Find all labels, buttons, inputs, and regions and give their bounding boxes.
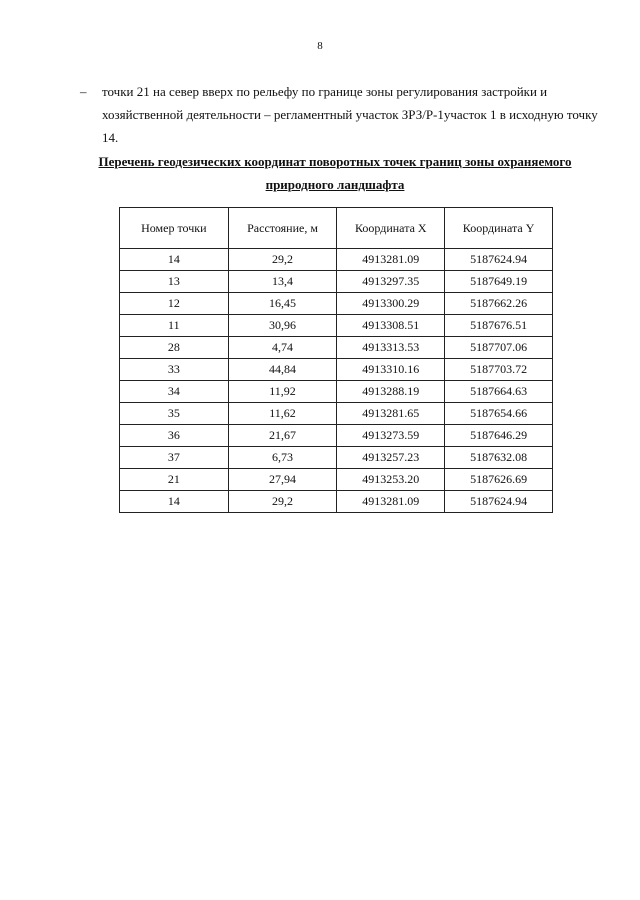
cell-coordinate-y: 5187664.63 (445, 381, 553, 403)
cell-coordinate-x: 4913288.19 (337, 381, 445, 403)
header-coordinate-y: Координата Y (445, 208, 553, 249)
cell-coordinate-y: 5187662.26 (445, 293, 553, 315)
cell-coordinate-x: 4913273.59 (337, 425, 445, 447)
cell-coordinate-x: 4913281.09 (337, 491, 445, 513)
cell-coordinate-x: 4913253.20 (337, 469, 445, 491)
header-distance: Расстояние, м (228, 208, 337, 249)
paragraph-line-2: хозяйственной деятельности – регламентный участок ЗРЗ/Р-1участок 1 в исходную точку (102, 107, 598, 122)
cell-point-number: 11 (120, 315, 229, 337)
table-row (120, 293, 553, 315)
table-row (120, 381, 553, 403)
cell-coordinate-y: 5187624.94 (445, 249, 553, 271)
cell-coordinate-y: 5187676.51 (445, 315, 553, 337)
cell-coordinate-y: 5187707.06 (445, 337, 553, 359)
table-row (120, 403, 553, 425)
paragraph-line-1: точки 21 на север вверх по рельефу по границе зоны регулирования застройки и (102, 84, 548, 99)
table-row (120, 359, 553, 381)
cell-coordinate-x: 4913313.53 (337, 337, 445, 359)
table-row (120, 447, 553, 469)
cell-coordinate-x: 4913300.29 (337, 293, 445, 315)
cell-distance: 16,45 (228, 293, 337, 315)
table-header-row (120, 208, 553, 249)
table-row (120, 425, 553, 447)
cell-coordinate-y: 5187649.19 (445, 271, 553, 293)
cell-distance: 21,67 (228, 425, 337, 447)
body-paragraph (80, 80, 600, 149)
cell-distance: 4,74 (228, 337, 337, 359)
table-row (120, 271, 553, 293)
heading-line-2: природного ландшафта (265, 177, 405, 192)
section-heading (90, 150, 580, 196)
heading-line-1: Перечень геодезических координат поворотных точек границ зоны охраняемого (98, 154, 572, 169)
cell-coordinate-x: 4913297.35 (337, 271, 445, 293)
cell-coordinate-x: 4913310.16 (337, 359, 445, 381)
cell-point-number: 36 (120, 425, 229, 447)
cell-distance: 11,92 (228, 381, 337, 403)
cell-distance: 29,2 (228, 491, 337, 513)
cell-distance: 29,2 (228, 249, 337, 271)
header-point-number: Номер точки (120, 208, 229, 249)
cell-point-number: 37 (120, 447, 229, 469)
cell-coordinate-x: 4913281.09 (337, 249, 445, 271)
cell-coordinate-y: 5187624.94 (445, 491, 553, 513)
page-number: 8 (317, 40, 323, 52)
cell-distance: 44,84 (228, 359, 337, 381)
cell-coordinate-y: 5187626.69 (445, 469, 553, 491)
cell-distance: 6,73 (228, 447, 337, 469)
cell-point-number: 28 (120, 337, 229, 359)
cell-coordinate-y: 5187703.72 (445, 359, 553, 381)
cell-point-number: 21 (120, 469, 229, 491)
paragraph-line-3: 14. (102, 130, 119, 145)
table-body (120, 249, 553, 513)
cell-distance: 13,4 (228, 271, 337, 293)
cell-point-number: 12 (120, 293, 229, 315)
table-row (120, 315, 553, 337)
list-dash: – (80, 84, 87, 99)
cell-coordinate-y: 5187654.66 (445, 403, 553, 425)
table-row (120, 469, 553, 491)
cell-coordinate-x: 4913308.51 (337, 315, 445, 337)
cell-distance: 27,94 (228, 469, 337, 491)
cell-point-number: 14 (120, 491, 229, 513)
cell-point-number: 14 (120, 249, 229, 271)
cell-point-number: 34 (120, 381, 229, 403)
cell-distance: 11,62 (228, 403, 337, 425)
cell-point-number: 13 (120, 271, 229, 293)
table-row (120, 249, 553, 271)
cell-point-number: 35 (120, 403, 229, 425)
table-row (120, 491, 553, 513)
cell-coordinate-x: 4913281.65 (337, 403, 445, 425)
cell-coordinate-y: 5187632.08 (445, 447, 553, 469)
cell-coordinate-y: 5187646.29 (445, 425, 553, 447)
table-row (120, 337, 553, 359)
header-coordinate-x: Координата X (337, 208, 445, 249)
coordinates-table (119, 207, 553, 513)
cell-distance: 30,96 (228, 315, 337, 337)
cell-coordinate-x: 4913257.23 (337, 447, 445, 469)
cell-point-number: 33 (120, 359, 229, 381)
